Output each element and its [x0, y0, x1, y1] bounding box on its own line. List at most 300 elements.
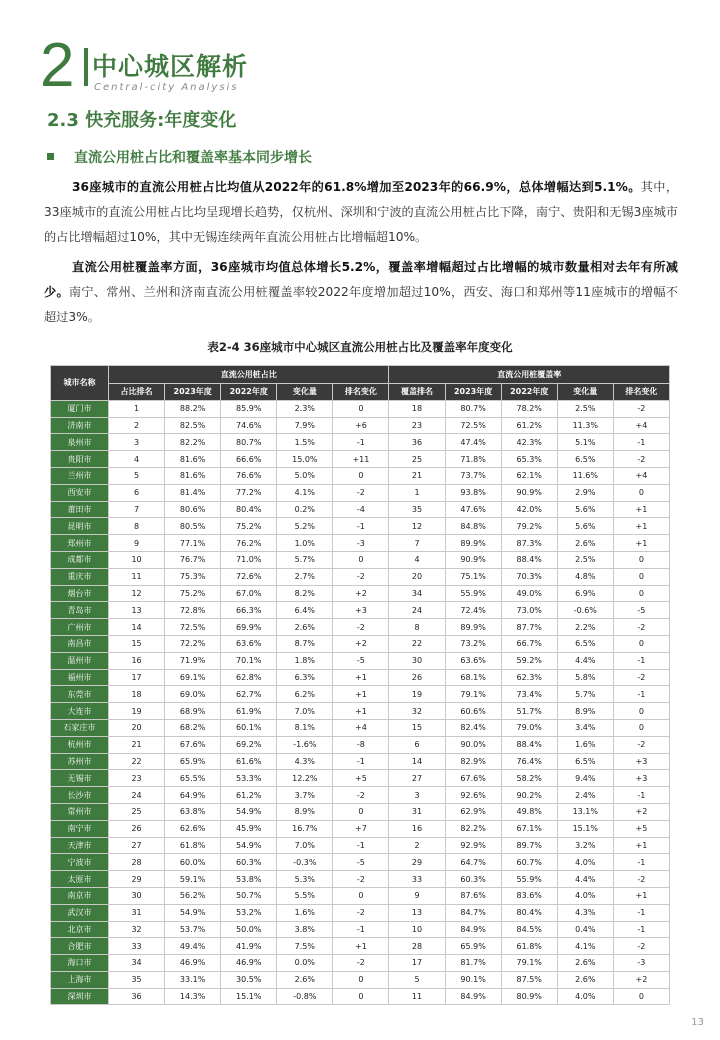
table-cell: 81.6%: [165, 451, 221, 468]
table-cell: 76.4%: [501, 753, 557, 770]
table-cell: 50.0%: [221, 921, 277, 938]
table-cell: 73.0%: [501, 602, 557, 619]
table-cell: 0: [333, 400, 389, 417]
table-cell: 82.4%: [445, 719, 501, 736]
table-cell: 72.4%: [445, 602, 501, 619]
table-cell: 5.2%: [277, 518, 333, 535]
table-cell: 72.5%: [165, 619, 221, 636]
table-cell: 34: [109, 955, 165, 972]
table-cell: 10: [109, 551, 165, 568]
table-cell: +5: [333, 770, 389, 787]
table-cell: 6.9%: [557, 585, 613, 602]
city-name-cell: 重庆市: [51, 568, 109, 585]
city-name-cell: 武汉市: [51, 904, 109, 921]
table-cell: 13.1%: [557, 803, 613, 820]
header-divider: [84, 48, 88, 86]
table-cell: 66.6%: [221, 451, 277, 468]
table-caption: 表2-4 36座城市中心城区直流公用桩占比及覆盖率年度变化: [207, 340, 513, 354]
table-cell: 25: [109, 803, 165, 820]
table-cell: 12.2%: [277, 770, 333, 787]
table-cell: 60.6%: [445, 703, 501, 720]
paragraph-2-body: 南宁、常州、兰州和济南直流公用桩覆盖率较2022年度增加超过10%，西安、海口和郑州等11座城市的增幅不超过3%。: [44, 285, 678, 324]
table-row: [51, 988, 670, 1005]
table-cell: 64.9%: [165, 787, 221, 804]
table-cell: 53.3%: [221, 770, 277, 787]
table-cell: -2: [613, 871, 669, 888]
column-header: 2022年度: [501, 384, 557, 401]
table-row: [51, 787, 670, 804]
table-cell: -5: [333, 652, 389, 669]
table-cell: 62.7%: [221, 686, 277, 703]
column-header: 变化量: [557, 384, 613, 401]
data-table: [50, 365, 670, 1005]
table-cell: 71.0%: [221, 551, 277, 568]
table-cell: 28: [389, 938, 445, 955]
table-cell: 80.4%: [501, 904, 557, 921]
table-cell: 6: [109, 484, 165, 501]
table-cell: 68.1%: [445, 669, 501, 686]
table-cell: +6: [333, 417, 389, 434]
table-cell: +1: [333, 669, 389, 686]
table-cell: 3: [389, 787, 445, 804]
table-cell: -2: [613, 400, 669, 417]
table-cell: 84.9%: [445, 921, 501, 938]
table-cell: 56.2%: [165, 887, 221, 904]
table-cell: 63.8%: [165, 803, 221, 820]
table-row: [51, 484, 670, 501]
table-cell: 19: [389, 686, 445, 703]
table-row: [51, 451, 670, 468]
table-cell: 71.9%: [165, 652, 221, 669]
table-row: [51, 434, 670, 451]
table-cell: 81.7%: [445, 955, 501, 972]
table-cell: 1.6%: [557, 736, 613, 753]
table-cell: 0: [613, 585, 669, 602]
chapter-number: 2: [40, 31, 75, 100]
table-cell: 49.4%: [165, 938, 221, 955]
table-cell: 61.8%: [501, 938, 557, 955]
table-cell: 36: [109, 988, 165, 1005]
table-cell: -3: [333, 535, 389, 552]
city-name-cell: 东莞市: [51, 686, 109, 703]
table-cell: +4: [613, 417, 669, 434]
table-cell: 29: [389, 854, 445, 871]
city-name-cell: 厦门市: [51, 400, 109, 417]
table-cell: 6.5%: [557, 635, 613, 652]
table-cell: 2.3%: [277, 400, 333, 417]
table-cell: 7.0%: [277, 837, 333, 854]
table-cell: 47.6%: [445, 501, 501, 518]
table-cell: 61.2%: [221, 787, 277, 804]
column-header: 变化量: [277, 384, 333, 401]
city-name-cell: 青岛市: [51, 602, 109, 619]
table-cell: 3.2%: [557, 837, 613, 854]
table-cell: 81.6%: [165, 467, 221, 484]
table-cell: 3: [109, 434, 165, 451]
table-row: [51, 568, 670, 585]
table-cell: 24: [389, 602, 445, 619]
table-cell: 82.2%: [445, 820, 501, 837]
table-cell: 4.0%: [557, 988, 613, 1005]
column-header: 2023年度: [445, 384, 501, 401]
table-cell: 65.3%: [501, 451, 557, 468]
table-row: [51, 551, 670, 568]
table-cell: +1: [613, 518, 669, 535]
column-header: 排名变化: [613, 384, 669, 401]
table-cell: 5.7%: [277, 551, 333, 568]
table-cell: 69.2%: [221, 736, 277, 753]
table-cell: 76.7%: [165, 551, 221, 568]
city-column-header: 城市名称: [51, 366, 109, 401]
table-cell: 89.7%: [501, 837, 557, 854]
table-cell: 4.4%: [557, 652, 613, 669]
table-cell: 55.9%: [445, 585, 501, 602]
city-name-cell: 西安市: [51, 484, 109, 501]
table-cell: 11: [389, 988, 445, 1005]
table-cell: 7: [109, 501, 165, 518]
table-cell: 4.3%: [557, 904, 613, 921]
table-cell: 62.6%: [165, 820, 221, 837]
table-cell: 15: [109, 635, 165, 652]
chapter-subtitle: Central-city Analysis: [94, 82, 239, 93]
table-cell: 2.9%: [557, 484, 613, 501]
table-cell: -2: [613, 736, 669, 753]
table-cell: 15: [389, 719, 445, 736]
table-cell: 69.1%: [165, 669, 221, 686]
table-cell: +1: [613, 501, 669, 518]
table-row: [51, 770, 670, 787]
column-header: 覆盖排名: [389, 384, 445, 401]
table-cell: 6.5%: [557, 451, 613, 468]
table-cell: 0: [613, 551, 669, 568]
city-name-cell: 广州市: [51, 619, 109, 636]
table-cell: 61.6%: [221, 753, 277, 770]
table-cell: 82.5%: [165, 417, 221, 434]
table-cell: 14: [389, 753, 445, 770]
table-cell: 53.8%: [221, 871, 277, 888]
table-cell: 0: [613, 568, 669, 585]
table-cell: 87.3%: [501, 535, 557, 552]
table-cell: +1: [333, 703, 389, 720]
city-name-cell: 合肥市: [51, 938, 109, 955]
table-cell: 53.2%: [221, 904, 277, 921]
table-row: [51, 686, 670, 703]
table-cell: 30.5%: [221, 971, 277, 988]
table-cell: -2: [333, 568, 389, 585]
table-row: [51, 820, 670, 837]
table-cell: 60.3%: [221, 854, 277, 871]
table-cell: 5.3%: [277, 871, 333, 888]
table-cell: 75.3%: [165, 568, 221, 585]
table-cell: 46.9%: [165, 955, 221, 972]
table-cell: 70.3%: [501, 568, 557, 585]
table-cell: 49.8%: [501, 803, 557, 820]
table-cell: 7.5%: [277, 938, 333, 955]
table-cell: 8.2%: [277, 585, 333, 602]
table-cell: +4: [613, 467, 669, 484]
table-cell: 54.9%: [221, 803, 277, 820]
table-cell: 0: [333, 887, 389, 904]
table-cell: 60.0%: [165, 854, 221, 871]
table-cell: 60.7%: [501, 854, 557, 871]
table-cell: 6: [389, 736, 445, 753]
table-cell: 87.5%: [501, 971, 557, 988]
coverage-group-header: 直流公用桩覆盖率: [389, 366, 670, 384]
table-cell: 1.6%: [277, 904, 333, 921]
table-cell: 7.9%: [277, 417, 333, 434]
table-cell: 6.3%: [277, 669, 333, 686]
table-cell: 41.9%: [221, 938, 277, 955]
table-cell: 2.2%: [557, 619, 613, 636]
table-cell: -1: [613, 787, 669, 804]
table-cell: 0.4%: [557, 921, 613, 938]
table-cell: 11.6%: [557, 467, 613, 484]
table-cell: 2.6%: [557, 971, 613, 988]
table-cell: 11: [109, 568, 165, 585]
table-cell: 8: [109, 518, 165, 535]
table-cell: 0: [333, 803, 389, 820]
table-cell: -2: [613, 451, 669, 468]
table-row: [51, 904, 670, 921]
table-cell: 0: [613, 719, 669, 736]
city-name-cell: 郑州市: [51, 535, 109, 552]
table-row: [51, 921, 670, 938]
table-cell: 5: [109, 467, 165, 484]
table-cell: 60.1%: [221, 719, 277, 736]
table-cell: 42.0%: [501, 501, 557, 518]
table-cell: 72.5%: [445, 417, 501, 434]
table-cell: 62.3%: [501, 669, 557, 686]
table-cell: 79.1%: [445, 686, 501, 703]
table-row: [51, 652, 670, 669]
table-cell: 13: [109, 602, 165, 619]
table-cell: 5.5%: [277, 887, 333, 904]
table-cell: -2: [333, 484, 389, 501]
column-header: 2023年度: [165, 384, 221, 401]
table-cell: 89.9%: [445, 535, 501, 552]
table-cell: 81.4%: [165, 484, 221, 501]
table-cell: 0: [333, 988, 389, 1005]
city-name-cell: 太原市: [51, 871, 109, 888]
table-cell: 32: [389, 703, 445, 720]
table-cell: 23: [109, 770, 165, 787]
table-cell: +2: [613, 803, 669, 820]
table-cell: 28: [109, 854, 165, 871]
table-row: [51, 585, 670, 602]
city-name-cell: 南宁市: [51, 820, 109, 837]
table-cell: 85.9%: [221, 400, 277, 417]
table-cell: 79.0%: [501, 719, 557, 736]
table-cell: 42.3%: [501, 434, 557, 451]
table-cell: 74.6%: [221, 417, 277, 434]
city-name-cell: 深圳市: [51, 988, 109, 1005]
table-cell: 26: [109, 820, 165, 837]
table-cell: 55.9%: [501, 871, 557, 888]
table-cell: 21: [389, 467, 445, 484]
city-name-cell: 贵阳市: [51, 451, 109, 468]
table-cell: 6.5%: [557, 753, 613, 770]
table-cell: 70.1%: [221, 652, 277, 669]
table-cell: -1: [613, 904, 669, 921]
city-name-cell: 南京市: [51, 887, 109, 904]
table-cell: 5.1%: [557, 434, 613, 451]
table-cell: 61.9%: [221, 703, 277, 720]
table-cell: +2: [613, 971, 669, 988]
table-cell: 3.7%: [277, 787, 333, 804]
table-cell: 73.2%: [445, 635, 501, 652]
table-cell: +2: [333, 635, 389, 652]
table-cell: 90.2%: [501, 787, 557, 804]
table-cell: -3: [613, 955, 669, 972]
table-cell: 9: [389, 887, 445, 904]
table-cell: -2: [333, 955, 389, 972]
table-cell: -1: [333, 518, 389, 535]
table-cell: -1: [333, 921, 389, 938]
table-cell: 67.1%: [501, 820, 557, 837]
table-cell: 15.1%: [557, 820, 613, 837]
table-cell: 0: [613, 703, 669, 720]
table-cell: 59.2%: [501, 652, 557, 669]
table-cell: 90.0%: [445, 736, 501, 753]
table-cell: -5: [613, 602, 669, 619]
table-row: [51, 854, 670, 871]
table-cell: 5.7%: [557, 686, 613, 703]
table-cell: 23: [389, 417, 445, 434]
table-row: [51, 417, 670, 434]
table-cell: 12: [389, 518, 445, 535]
table-cell: 51.7%: [501, 703, 557, 720]
table-cell: 6.2%: [277, 686, 333, 703]
table-cell: 1: [389, 484, 445, 501]
table-row: [51, 535, 670, 552]
table-cell: 54.9%: [221, 837, 277, 854]
city-name-cell: 烟台市: [51, 585, 109, 602]
table-cell: -2: [333, 871, 389, 888]
table-cell: -0.6%: [557, 602, 613, 619]
table-cell: 7.0%: [277, 703, 333, 720]
table-cell: 89.9%: [445, 619, 501, 636]
table-cell: 0: [333, 971, 389, 988]
city-name-cell: 昆明市: [51, 518, 109, 535]
table-cell: 78.2%: [501, 400, 557, 417]
table-cell: 17: [109, 669, 165, 686]
table-cell: 31: [109, 904, 165, 921]
table-cell: 17: [389, 955, 445, 972]
table-cell: +7: [333, 820, 389, 837]
table-cell: 5.8%: [557, 669, 613, 686]
table-cell: 59.1%: [165, 871, 221, 888]
table-cell: 87.6%: [445, 887, 501, 904]
table-cell: 36: [389, 434, 445, 451]
table-cell: 72.8%: [165, 602, 221, 619]
table-cell: 2.5%: [557, 551, 613, 568]
table-cell: 65.5%: [165, 770, 221, 787]
city-name-cell: 石家庄市: [51, 719, 109, 736]
table-cell: 31: [389, 803, 445, 820]
city-name-cell: 苏州市: [51, 753, 109, 770]
table-cell: 80.9%: [501, 988, 557, 1005]
table-cell: -1.6%: [277, 736, 333, 753]
section-title: 2.3 快充服务:年度变化: [47, 110, 237, 131]
table-cell: 0: [613, 988, 669, 1005]
table-cell: -1: [613, 434, 669, 451]
table-cell: 88.4%: [501, 736, 557, 753]
paragraph-1-body: 其中，33座城市的直流公用桩占比均呈现增长趋势，仅杭州、深圳和宁波的直流公用桩占比下降，南宁、贵阳和无锡3座城市的占比增幅超过10%，其中无锡连续两年直流公用桩占比增幅超10%。: [44, 180, 679, 244]
table-cell: 4.8%: [557, 568, 613, 585]
table-cell: 83.6%: [501, 887, 557, 904]
table-row: [51, 467, 670, 484]
city-name-cell: 兰州市: [51, 467, 109, 484]
table-cell: -1: [613, 652, 669, 669]
table-cell: 69.9%: [221, 619, 277, 636]
city-name-cell: 莆田市: [51, 501, 109, 518]
paragraph-1-lead: 36座城市的直流公用桩占比均值从2022年的61.8%增加至2023年的66.9%，总体增幅达到5.1%。: [72, 180, 641, 194]
table-cell: 6.4%: [277, 602, 333, 619]
table-cell: 18: [109, 686, 165, 703]
city-name-cell: 天津市: [51, 837, 109, 854]
table-cell: 27: [109, 837, 165, 854]
table-cell: 20: [389, 568, 445, 585]
table-cell: 88.2%: [165, 400, 221, 417]
city-name-cell: 海口市: [51, 955, 109, 972]
table-cell: 14.3%: [165, 988, 221, 1005]
table-cell: 1.5%: [277, 434, 333, 451]
table-cell: 1: [109, 400, 165, 417]
table-cell: 73.4%: [501, 686, 557, 703]
table-cell: 63.6%: [221, 635, 277, 652]
table-cell: 67.6%: [445, 770, 501, 787]
subsection-title: 直流公用桩占比和覆盖率基本同步增长: [74, 150, 312, 166]
table-cell: -1: [613, 921, 669, 938]
table-cell: 8.9%: [277, 803, 333, 820]
table-cell: 4.3%: [277, 753, 333, 770]
table-cell: 33: [109, 938, 165, 955]
table-cell: 75.2%: [165, 585, 221, 602]
table-cell: 3.4%: [557, 719, 613, 736]
table-cell: -2: [613, 669, 669, 686]
table-cell: 33.1%: [165, 971, 221, 988]
table-cell: +1: [333, 938, 389, 955]
table-cell: 73.7%: [445, 467, 501, 484]
table-cell: 79.1%: [501, 955, 557, 972]
table-row: [51, 669, 670, 686]
table-cell: 0: [613, 484, 669, 501]
table-cell: 84.5%: [501, 921, 557, 938]
table-cell: 77.2%: [221, 484, 277, 501]
table-cell: 15.0%: [277, 451, 333, 468]
table-cell: 87.7%: [501, 619, 557, 636]
table-cell: 64.7%: [445, 854, 501, 871]
table-body: [51, 400, 670, 1005]
table-cell: 80.7%: [445, 400, 501, 417]
table-cell: 19: [109, 703, 165, 720]
table-cell: 25: [389, 451, 445, 468]
column-header: 占比排名: [109, 384, 165, 401]
table-cell: 5.6%: [557, 518, 613, 535]
table-cell: 0: [333, 551, 389, 568]
table-cell: 22: [389, 635, 445, 652]
subsection-heading: [47, 147, 312, 167]
table-cell: 62.8%: [221, 669, 277, 686]
table-cell: 4.0%: [557, 854, 613, 871]
table-cell: 75.1%: [445, 568, 501, 585]
table-cell: 18: [389, 400, 445, 417]
table-cell: -2: [613, 619, 669, 636]
city-name-cell: 无锡市: [51, 770, 109, 787]
table-cell: -0.8%: [277, 988, 333, 1005]
table-row: [51, 753, 670, 770]
table-cell: 16.7%: [277, 820, 333, 837]
